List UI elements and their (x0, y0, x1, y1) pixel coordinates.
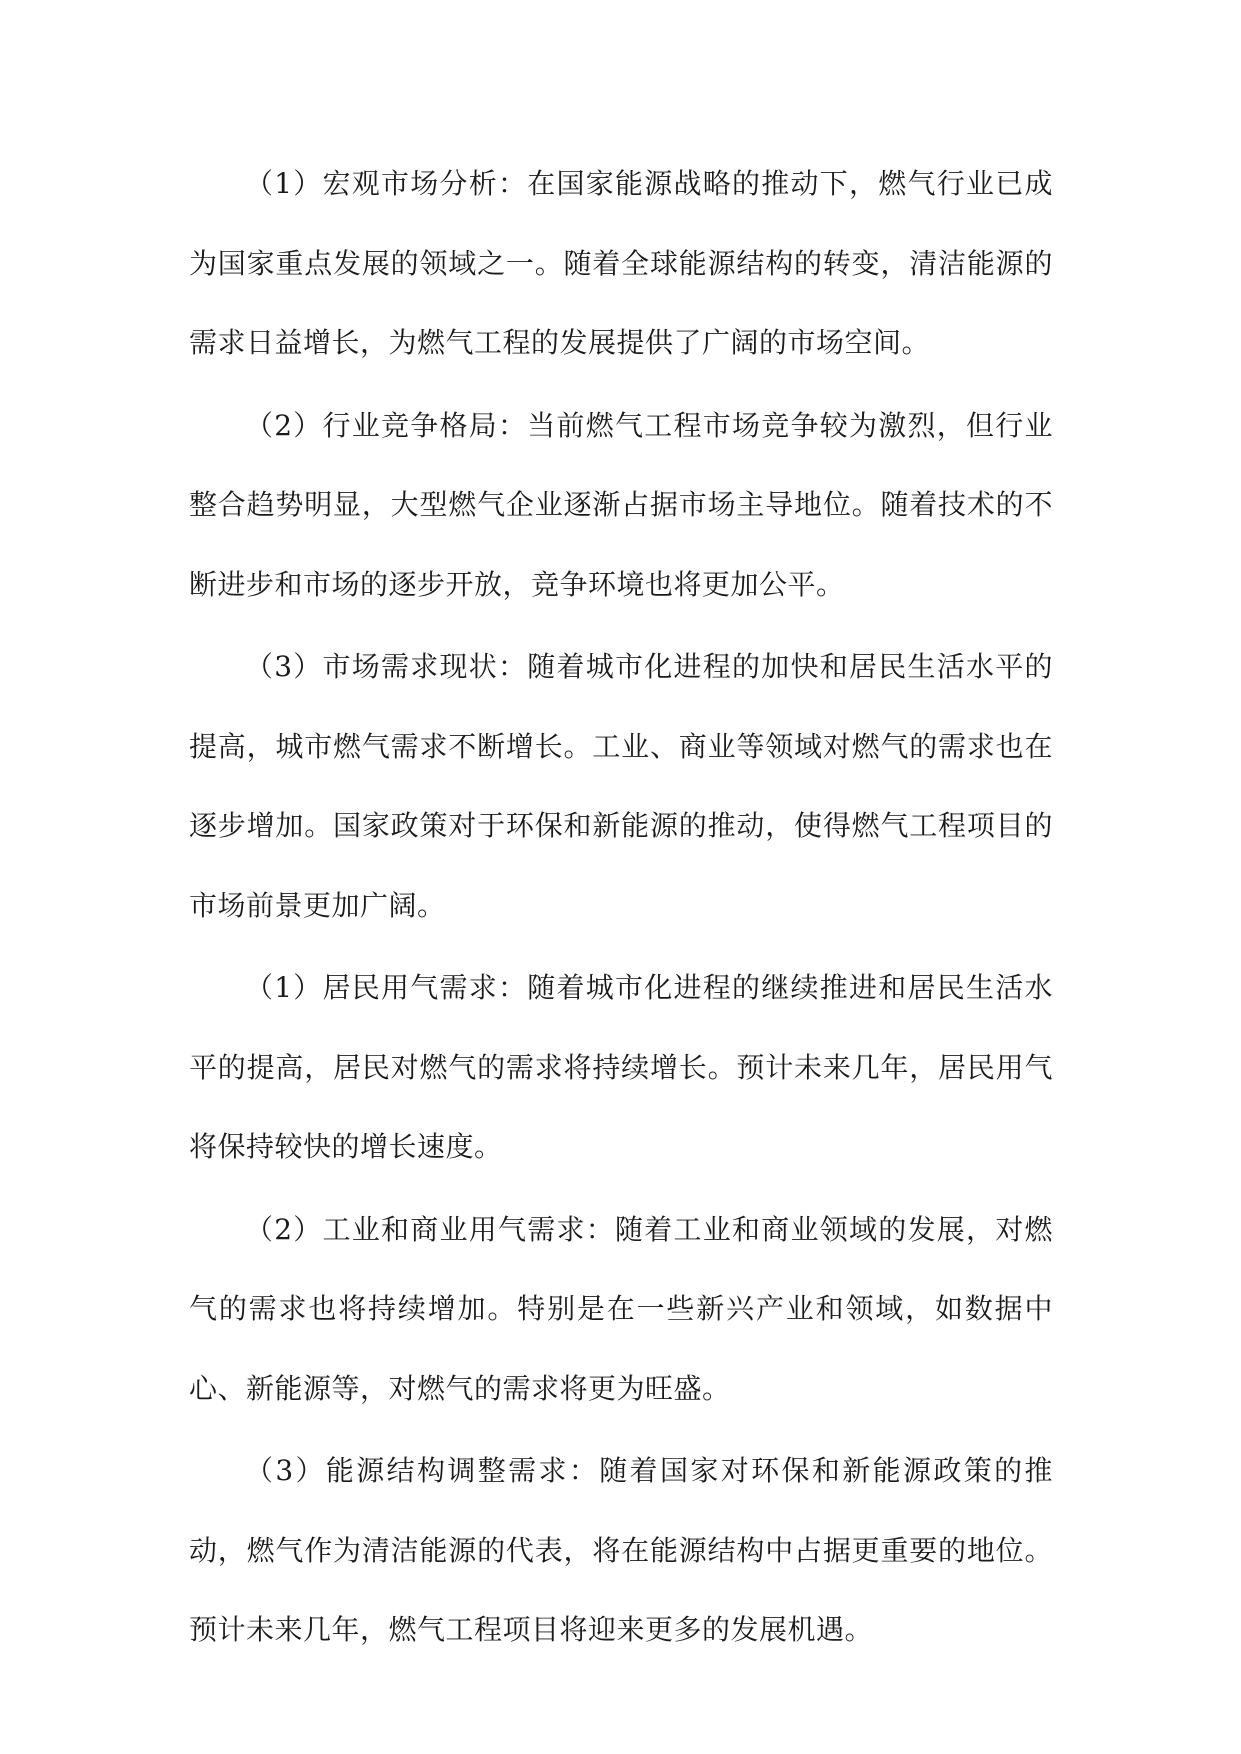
paragraph-industrial-commercial-demand: （2）工业和商业用气需求：随着工业和商业领域的发展，对燃气的需求也将持续增加。特别是在一些新兴产业和领域，如数据中心、新能源等，对燃气的需求将更为旺盛。 (189, 1212, 1053, 1405)
paragraph-residential-gas-demand: （1）居民用气需求：随着城市化进程的继续推进和居民生活水平的提高，居民对燃气的需求将持续增长。预计未来几年，居民用气将保持较快的增长速度。 (189, 971, 1053, 1163)
paragraph-macro-market-analysis: （1）宏观市场分析：在国家能源战略的推动下，燃气行业已成为国家重点发展的领域之一。随着全球能源结构的转变，清洁能源的需求日益增长，为燃气工程的发展提供了广阔的市场空间。 (189, 167, 1053, 359)
document-body (189, 144, 1053, 1673)
paragraph-market-demand-status: （3）市场需求现状：随着城市化进程的加快和居民生活水平的提高，城市燃气需求不断增长。工业、商业等领域对燃气的需求也在逐步增加。国家政策对于环保和新能源的推动，使得燃气工程项目的市场前景更加广阔。 (189, 650, 1053, 922)
paragraph-energy-structure-demand: （3）能源结构调整需求：随着国家对环保和新能源政策的推动，燃气作为清洁能源的代表，将在能源结构中占据更重要的地位。预计未来几年，燃气工程项目将迎来更多的发展机遇。 (189, 1454, 1053, 1646)
paragraph-industry-competition: （2）行业竞争格局：当前燃气工程市场竞争较为激烈，但行业整合趋势明显，大型燃气企业逐渐占据市场主导地位。随着技术的不断进步和市场的逐步开放，竞争环境也将更加公平。 (189, 408, 1053, 601)
